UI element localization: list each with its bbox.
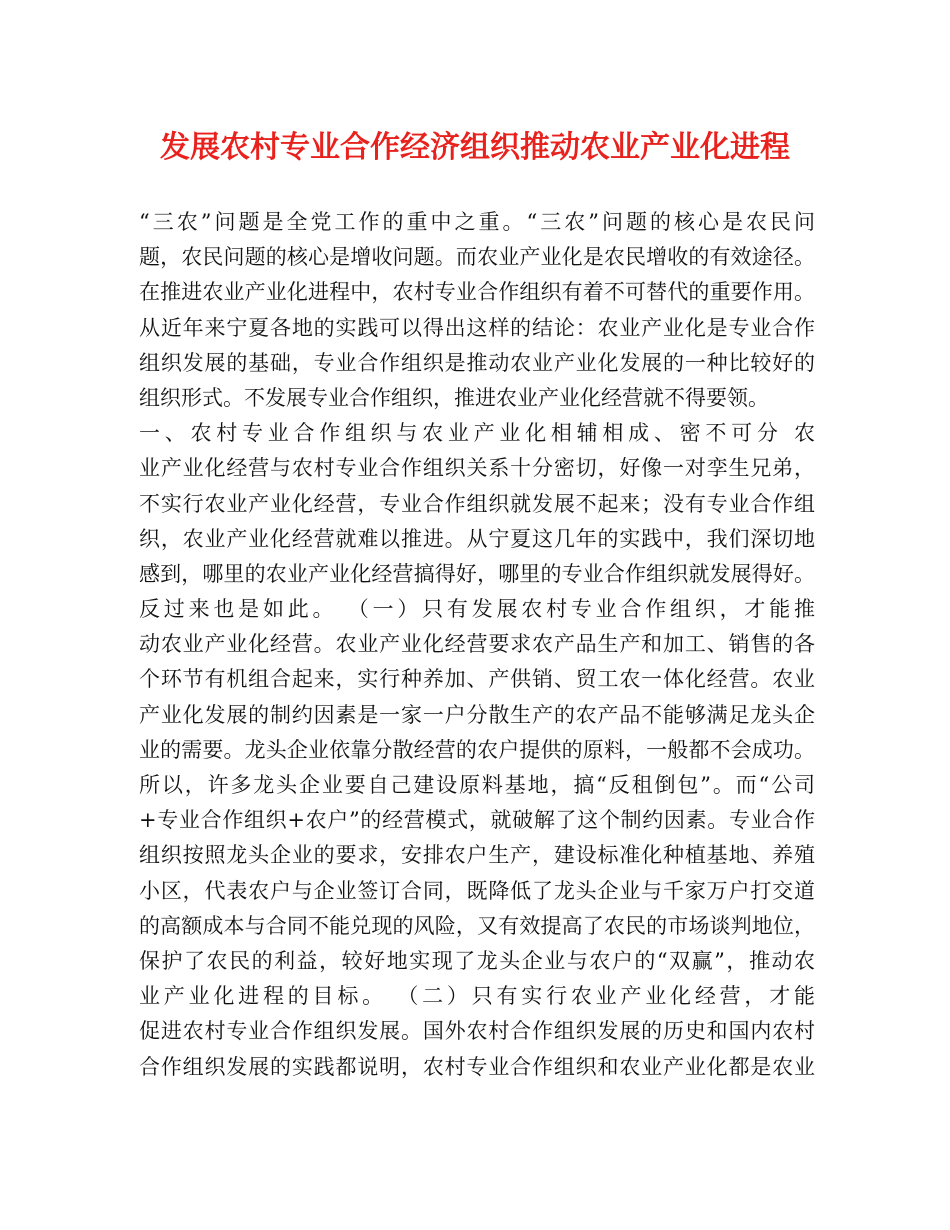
text-line: 不实行农业产业化经营，专业合作组织就发展不起来；没有专业合作组 bbox=[139, 491, 815, 516]
text-line: 感到，哪里的农业产业化经营搞得好，哪里的专业合作组织就发展得好。 bbox=[139, 561, 815, 586]
text-line: 组织形式。不发展专业合作组织，推进农业产业化经营就不得要领。 bbox=[139, 385, 769, 410]
text-line: “三农”问题是全党工作的重中之重。“三农”问题的核心是农民问 bbox=[139, 210, 815, 234]
text-line: 组织发展的基础，专业合作组织是推动农业产业化发展的一种比较好的 bbox=[139, 350, 815, 375]
document-body bbox=[139, 205, 815, 1085]
text-line: 组织按照龙头企业的要求，安排农户生产，建设标准化种植基地、养殖 bbox=[139, 843, 815, 868]
text-line: +专业合作组织+农户”的经营模式，就破解了这个制约因素。专业合作 bbox=[139, 808, 815, 833]
text-line: 从近年来宁夏各地的实践可以得出这样的结论：农业产业化是专业合作 bbox=[139, 315, 815, 340]
text-line: 在推进农业产业化进程中，农村专业合作组织有着不可替代的重要作用。 bbox=[139, 280, 815, 305]
text-line: 促进农村专业合作组织发展。国外农村合作组织发展的历史和国内农村 bbox=[139, 1019, 815, 1044]
text-line: 动农业产业化经营。农业产业化经营要求农产品生产和加工、销售的各 bbox=[139, 632, 815, 657]
text-line: 业的需要。龙头企业依靠分散经营的农户提供的原料，一般都不会成功。 bbox=[139, 737, 815, 762]
text-line: 所以，许多龙头企业要自己建设原料基地，搞“反租倒包”。而“公司 bbox=[139, 773, 815, 797]
text-line: 保护了农民的利益，较好地实现了龙头企业与农户的“双赢”，推动农 bbox=[139, 948, 815, 973]
text-line: 小区，代表农户与企业签订合同，既降低了龙头企业与千家万户打交道 bbox=[139, 878, 815, 903]
text-line: 一、农村专业合作组织与农业产业化相辅相成、密不可分 农 bbox=[139, 421, 815, 446]
text-line: 题，农民问题的核心是增收问题。而农业产业化是农民增收的有效途径。 bbox=[139, 245, 815, 270]
text-line: 的高额成本与合同不能兑现的风险，又有效提高了农民的市场谈判地位， bbox=[139, 913, 815, 938]
text-line: 合作组织发展的实践都说明，农村专业合作组织和农业产业化都是农业 bbox=[139, 1054, 815, 1079]
text-line: 反过来也是如此。 （一）只有发展农村专业合作组织，才能推 bbox=[139, 597, 815, 622]
text-line: 产业化发展的制约因素是一家一户分散生产的农产品不能够满足龙头企 bbox=[139, 702, 815, 727]
text-line: 业产业化经营与农村专业合作组织关系十分密切，好像一对孪生兄弟， bbox=[139, 456, 815, 481]
document-title: 发展农村专业合作经济组织推动农业产业化进程 bbox=[160, 130, 790, 165]
text-line: 织，农业产业化经营就难以推进。从宁夏这几年的实践中，我们深切地 bbox=[139, 526, 815, 551]
text-line: 业产业化进程的目标。 （二）只有实行农业产业化经营，才能 bbox=[139, 984, 815, 1009]
text-line: 个环节有机组合起来，实行种养加、产供销、贸工农一体化经营。农业 bbox=[139, 667, 815, 692]
